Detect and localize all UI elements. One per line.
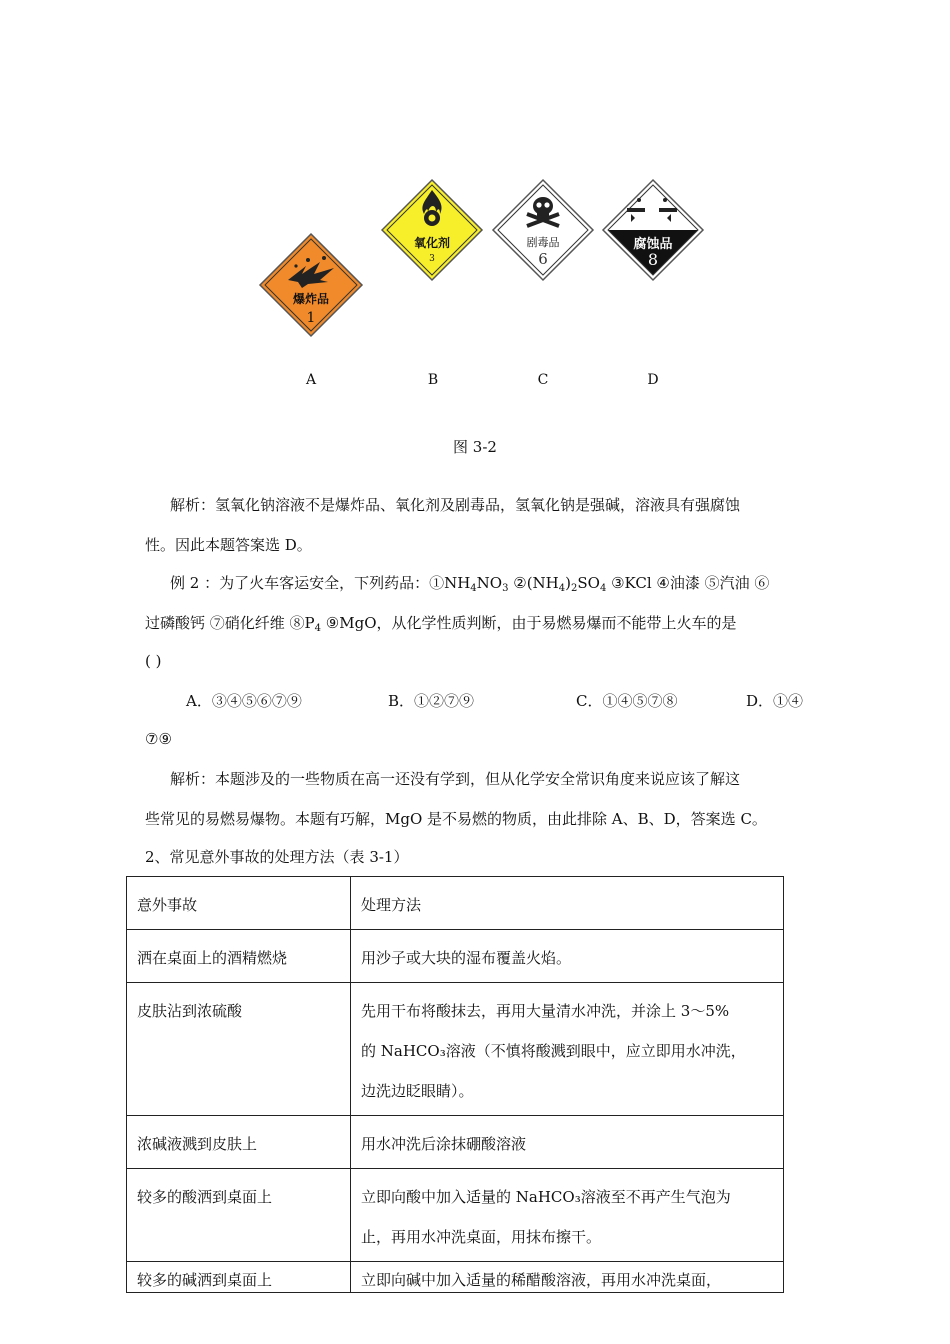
hazard-sign-corrosive [601,178,705,282]
method-line: 止，再用水冲洗桌面，用抹布擦干。 [361,1228,602,1246]
accident-table [126,876,784,1293]
hazard-sign-oxidizer [380,178,484,282]
sign-letter-d: D [647,372,659,388]
accident-cell: 较多的酸洒到桌面上 [127,1169,351,1262]
section-heading: 2、常见意外事故的处理方法（表 3-1） [145,848,409,866]
method-line: 立即向碱中加入适量的稀醋酸溶液，再用水冲洗桌面， [361,1271,722,1289]
table-header-cell: 处理方法 [351,877,784,930]
option-d-wrap: ⑦⑨ [145,730,172,748]
accident-cell: 洒在桌面上的酒精燃烧 [127,930,351,983]
table-row [127,930,784,983]
example-2-line-2: 过磷酸钙 ⑦硝化纤维 $⑧P_4$ ⑨MgO，从化学性质判断，由于易燃易爆而不能带上火车的是 [145,614,737,634]
analysis-2-line-2: 些常见的易燃易爆物。本题有巧解，MgO 是不易燃的物质，由此排除 A、B、D，答案选 C。 [145,810,767,828]
sign-number: 6 [538,250,548,268]
method-line: 用沙子或大块的湿布覆盖火焰。 [361,949,572,967]
sign-number: 1 [306,310,316,326]
hazard-sign-explosive [258,232,364,338]
option-a: A．③④⑤⑥⑦⑨ [186,692,302,710]
method-cell [351,930,784,983]
answer-blank: ( ) [145,652,162,670]
sign-number: 3 [429,254,435,264]
table-row [127,983,784,1116]
accident-cell: 皮肤沾到浓硫酸 [127,983,351,1116]
sign-letter-b: B [427,372,439,388]
option-b: B．①②⑦⑨ [388,692,475,710]
table-row [127,1262,784,1293]
sign-label: 爆炸品 [292,292,329,306]
method-line: 用水冲洗后涂抹硼酸溶液 [361,1135,527,1153]
analysis-1-line-2: 性。因此本题答案选 D。 [145,536,312,554]
option-d: D．①④ [746,692,804,710]
method-cell [351,1116,784,1169]
option-c: C．①④⑤⑦⑧ [576,692,678,710]
table-header-row [127,877,784,930]
method-cell [351,1262,784,1293]
method-line: 边洗边眨眼睛）。 [361,1082,474,1100]
sign-letter-a: A [305,372,317,388]
method-cell [351,1169,784,1262]
accident-cell: 较多的碱洒到桌面上 [127,1262,351,1293]
method-line: 立即向酸中加入适量的 NaHCO₃溶液至不再产生气泡为 [361,1188,731,1206]
sign-label: 氧化剂 [413,236,450,250]
accident-cell: 浓碱液溅到皮肤上 [127,1116,351,1169]
hazard-sign-toxic [491,178,595,282]
sign-label: 腐蚀品 [633,237,673,252]
sign-letter-c: C [537,372,549,388]
method-line: 的 NaHCO₃溶液（不慎将酸溅到眼中，应立即用水冲洗， [361,1042,746,1060]
table-row [127,1169,784,1262]
analysis-1-line-1: 解析：氢氧化钠溶液不是爆炸品、氧化剂及剧毒品，氢氧化钠是强碱，溶液具有强腐蚀 [170,496,741,514]
analysis-2-line-1: 解析：本题涉及的一些物质在高一还没有学到，但从化学安全常识角度来说应该了解这 [170,770,741,788]
table-row [127,1116,784,1169]
table-header-cell: 意外事故 [127,877,351,930]
figure-caption: 图 3-2 [453,438,497,456]
method-line: 先用干布将酸抹去，再用大量清水冲洗，并涂上 3～5% [361,1002,730,1020]
method-cell [351,983,784,1116]
sign-number: 8 [647,250,659,269]
sign-label: 剧毒品 [526,236,560,249]
example-2-line-1: 例 2 ：为了火车客运安全，下列药品：$①NH_4NO_3$ $②(NH_4)_2SO_4$ ③KCl ④油漆 ⑤汽油 ⑥ [170,574,770,594]
